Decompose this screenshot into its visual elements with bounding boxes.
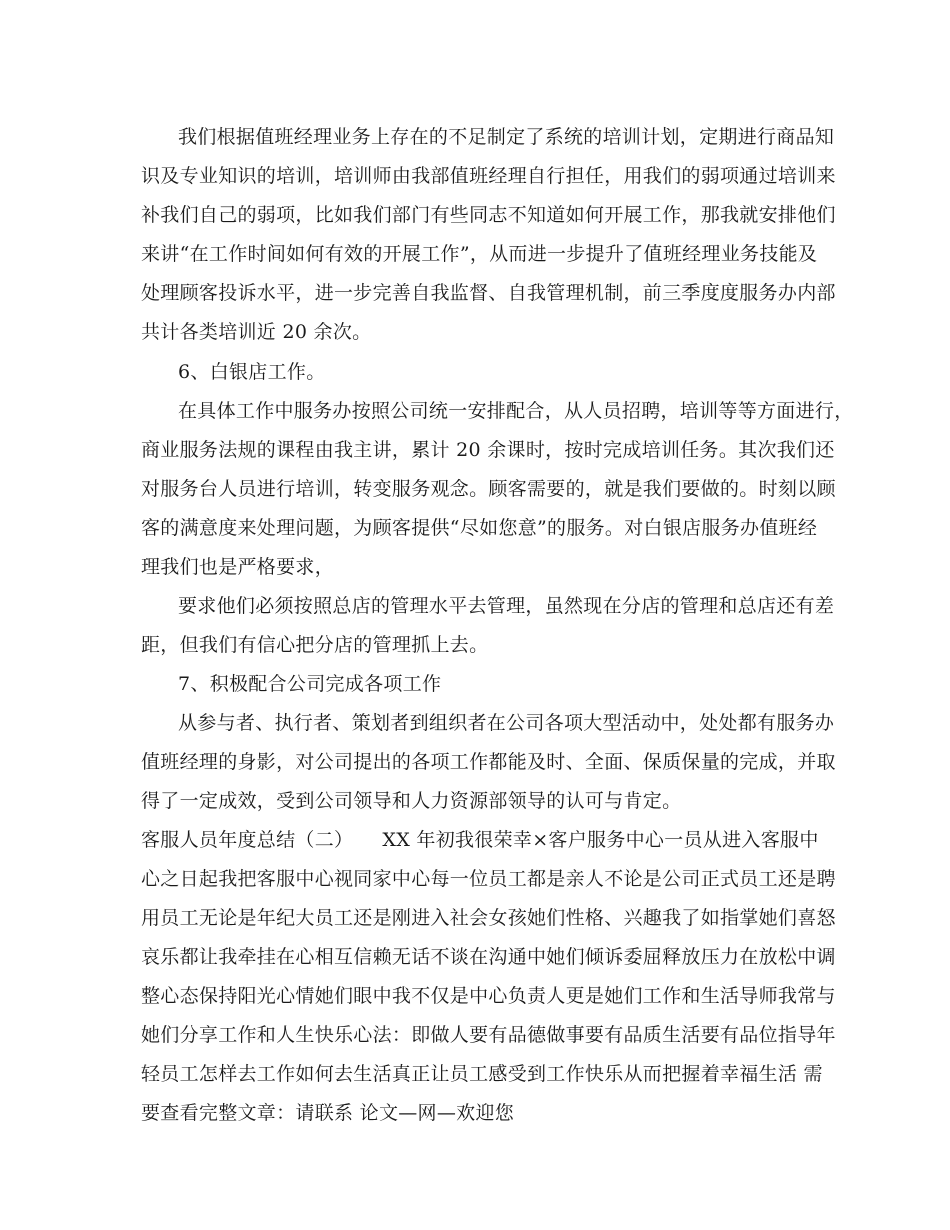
text-line: 用员工无论是年纪大员工还是刚进入社会女孩她们性格、兴趣我了如指掌她们喜怒 xyxy=(141,907,836,929)
text-line: 商业服务法规的课程由我主讲，累计 20 余课时，按时完成培训任务。其次我们还 xyxy=(141,439,835,461)
text-line: 在具体工作中服务办按照公司统一安排配合，从人员招聘，培训等等方面进行， xyxy=(178,400,854,422)
section-heading: 7、积极配合公司完成各项工作 xyxy=(178,673,442,695)
text-line: 补我们自己的弱项，比如我们部门有些同志不知道如何开展工作，那我就安排他们 xyxy=(141,204,836,226)
text-line: 来讲“在工作时间如何有效的开展工作”，从而进一步提升了值班经理业务技能及 xyxy=(141,243,818,265)
text-line: 心之日起我把客服中心视同家中心每一位员工都是亲人不论是公司正式员工还是聘 xyxy=(141,868,836,890)
text-line: 哀乐都让我牵挂在心相互信赖无话不谈在沟通中她们倾诉委屈释放压力在放松中调 xyxy=(141,946,836,968)
text-line: 理我们也是严格要求， xyxy=(141,556,335,578)
text-line: 轻员工怎样去工作如何去生活真正让员工感受到工作快乐从而把握着幸福生活 需 xyxy=(141,1063,823,1085)
text-line: 要查看完整文章：请联系 论文—网—欢迎您 xyxy=(141,1102,515,1124)
text-line: 客的满意度来处理问题，为顾客提供“尽如您意”的服务。对白银店服务办值班经 xyxy=(141,517,818,539)
text-line: 值班经理的身影，对公司提出的各项工作都能及时、全面、保质保量的完成，并取 xyxy=(141,751,836,773)
text-line: 识及专业知识的培训，培训师由我部值班经理自行担任，用我们的弱项通过培训来 xyxy=(141,165,836,187)
text-line: 整心态保持阳光心情她们眼中我不仅是中心负责人更是她们工作和生活导师我常与 xyxy=(141,985,836,1007)
text-line: 对服务台人员进行培训，转变服务观念。顾客需要的，就是我们要做的。时刻以顾 xyxy=(141,478,836,500)
text-line: 得了一定成效，受到公司领导和人力资源部领导的认可与肯定。 xyxy=(141,790,682,812)
section-title-line: 客服人员年度总结（二） XX 年初我很荣幸×客户服务中心一员从进入客服中 xyxy=(141,829,819,851)
text-line: 共计各类培训近 20 余次。 xyxy=(141,321,372,343)
text-line: 她们分享工作和人生快乐心法：即做人要有品德做事要有品质生活要有品位指导年 xyxy=(141,1024,836,1046)
text-line: 处理顾客投诉水平，进一步完善自我监督、自我管理机制，前三季度度服务办内部 xyxy=(141,282,836,304)
text-line: 从参与者、执行者、策划者到组织者在公司各项大型活动中，处处都有服务办 xyxy=(178,712,835,734)
text-line: 我们根据值班经理业务上存在的不足制定了系统的培训计划，定期进行商品知 xyxy=(178,126,835,148)
section-heading: 6、白银店工作。 xyxy=(178,361,326,383)
text-line: 要求他们必须按照总店的管理水平去管理，虽然现在分店的管理和总店还有差 xyxy=(178,595,835,617)
text-line: 距，但我们有信心把分店的管理抓上去。 xyxy=(141,634,489,656)
